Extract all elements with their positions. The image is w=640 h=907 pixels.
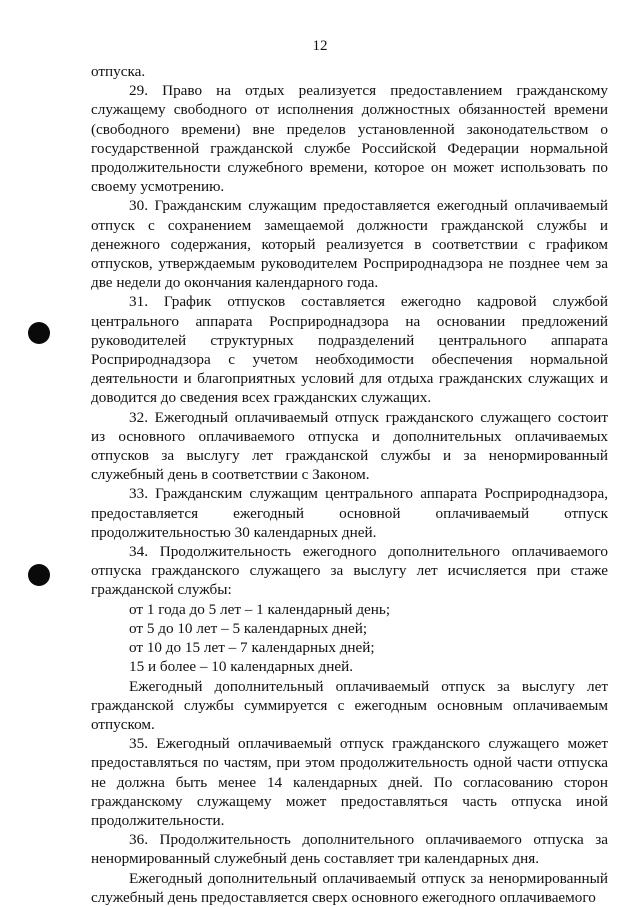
list-item: от 10 до 15 лет – 7 календарных дней;: [129, 639, 375, 657]
paragraph-35: 35. Ежегодный оплачиваемый отпуск гражданского служащего может предоставляться по частям, при этом продолжительность одной части отпуска не должна быть менее 14 календарных дней. По согласованию сторон гражданскому служащему может предоставляться часть отпуска иной продолжительности.: [91, 735, 608, 829]
paragraph-36: 36. Продолжительность дополнительного оплачиваемого отпуска за ненормированный служебный день составляет три календарных дня.: [91, 831, 608, 868]
list-item: 15 и более – 10 календарных дней.: [129, 658, 354, 676]
page-number: 12: [312, 38, 328, 54]
paragraph-32: 32. Ежегодный оплачиваемый отпуск гражданского служащего состоит из основного оплачиваемого отпуска и дополнительных оплачиваемых отпусков за выслугу лет гражданской службы и за ненормированный служебный день в соответствии с Законом.: [91, 408, 608, 484]
list-item: от 5 до 10 лет – 5 календарных дней;: [129, 619, 368, 637]
paragraph-30: 30. Гражданским служащим предоставляется ежегодный оплачиваемый отпуск с сохранением замещаемой должности гражданской службы и денежного содержания, который реализуется в соответствии с графиком отпусков, утверждаемым руководителем Росприроднадзора не позднее чем за две недели до окончания календарного года.: [91, 197, 608, 292]
paragraph-33: 33. Гражданским служащим центрального аппарата Росприроднадзора, предоставляется ежегодный основной оплачиваемый отпуск продолжительностью 30 календарных дней.: [91, 485, 608, 541]
paragraph-seniority-leave: Ежегодный дополнительный оплачиваемый отпуск за выслугу лет гражданской службы суммируется с ежегодным основным оплачиваемым отпуском.: [91, 677, 608, 733]
punch-hole-icon: [28, 564, 50, 586]
punch-hole-icon: [28, 322, 50, 344]
paragraph-34: 34. Продолжительность ежегодного дополнительного оплачиваемого отпуска гражданского служащего за выслугу лет исчисляется при стаже гражданской службы:: [91, 543, 608, 599]
paragraph-continuation: отпуска.: [91, 63, 146, 80]
document-body: [91, 62, 608, 907]
paragraph-irregular-day-leave: Ежегодный дополнительный оплачиваемый отпуск за ненормированный служебный день предоставляется сверх основного ежегодного оплачиваемого: [91, 869, 608, 906]
paragraph-29: 29. Право на отдых реализуется предоставлением гражданскому служащему свободного от исполнения должностных обязанностей времени (свободного времени) вне пределов установленной законодательством о государственной гражданской службе Российской Федерации нормальной продолжительности служебного времени, которое он может использовать по своему усмотрению.: [91, 82, 608, 196]
paragraph-31: 31. График отпусков составляется ежегодно кадровой службой центрального аппарата Росприроднадзора на основании предложений руководителей структурных подразделений центрального аппарата Росприроднадзора с учетом необходимости обеспечения нормальной деятельности и благоприятных условий для отдыха гражданских служащих и доводится до сведения всех гражданских служащих.: [91, 293, 608, 407]
list-item: от 1 года до 5 лет – 1 календарный день;: [129, 600, 391, 618]
